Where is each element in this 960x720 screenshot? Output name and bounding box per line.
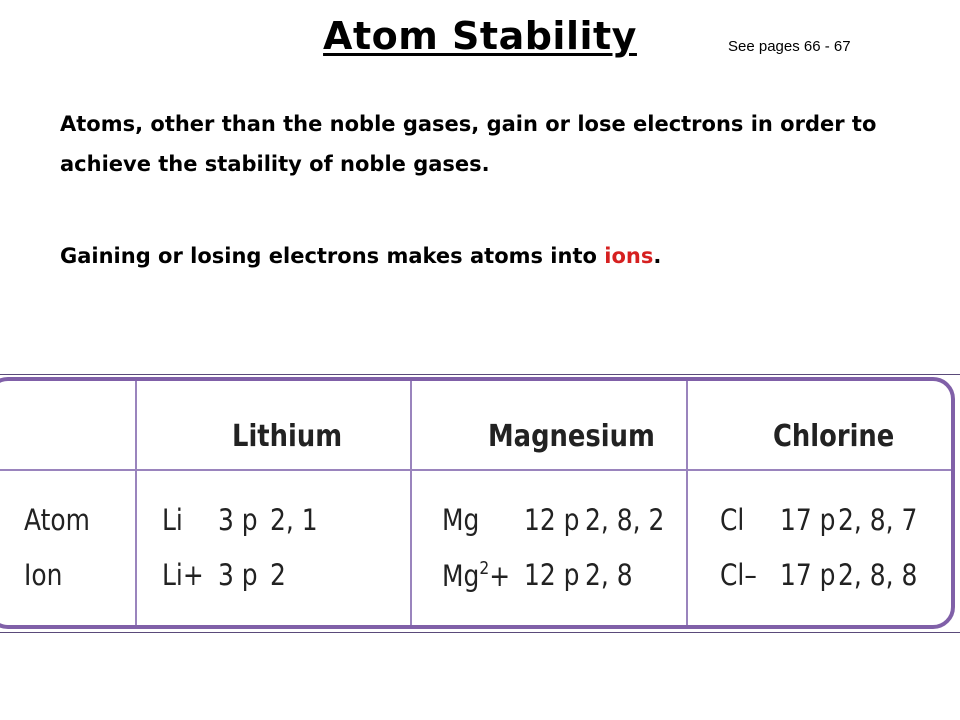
column-divider: [686, 381, 688, 625]
lithium-atom-config: 2, 1: [270, 503, 318, 537]
paragraph-ions: [60, 236, 920, 276]
magnesium-ion-symbol-base: Mg: [442, 559, 480, 593]
title-text: Atom Stability: [323, 14, 637, 58]
column-divider: [410, 381, 412, 625]
paragraph-ions-prefix: Gaining or losing electrons makes atoms into: [60, 244, 605, 268]
lithium-ion-symbol: Li+: [162, 558, 204, 592]
paragraph-noble-gases: Atoms, other than the noble gases, gain or lose electrons in order to achieve the stability of noble gases.: [60, 112, 877, 176]
header-divider: [0, 469, 951, 471]
lithium-ion-protons: 3 p: [218, 558, 258, 592]
magnesium-ion-charge: 2: [479, 558, 490, 579]
chlorine-ion-protons: 17 p: [780, 558, 836, 592]
ions-highlight: ions: [604, 244, 654, 268]
chlorine-atom-config: 2, 8, 7: [838, 503, 918, 537]
row-label-atom: Atom: [24, 503, 90, 537]
magnesium-ion-symbol: [442, 558, 510, 593]
magnesium-ion-config: 2, 8: [585, 558, 633, 592]
ion-table: [0, 377, 955, 629]
chlorine-atom-protons: 17 p: [780, 503, 836, 537]
column-divider: [135, 381, 137, 625]
header-chlorine: Chlorine: [773, 419, 895, 454]
paragraph-ions-suffix: .: [653, 244, 662, 268]
magnesium-ion-sign: +: [489, 559, 511, 593]
chlorine-ion-symbol: Cl–: [720, 558, 757, 592]
lithium-atom-symbol: Li: [162, 503, 183, 537]
lithium-atom-protons: 3 p: [218, 503, 258, 537]
header-lithium: Lithium: [232, 419, 343, 454]
ion-table-image: [0, 374, 960, 633]
chlorine-ion-config: 2, 8, 8: [838, 558, 918, 592]
page-reference: See pages 66 - 67: [728, 38, 851, 55]
magnesium-atom-config: 2, 8, 2: [585, 503, 665, 537]
lithium-ion-config: 2: [270, 558, 286, 592]
magnesium-atom-protons: 12 p: [524, 503, 580, 537]
row-label-ion: Ion: [24, 558, 63, 592]
header-magnesium: Magnesium: [488, 419, 655, 454]
magnesium-atom-symbol: Mg: [442, 503, 480, 537]
chlorine-atom-symbol: Cl: [720, 503, 745, 537]
magnesium-ion-protons: 12 p: [524, 558, 580, 592]
